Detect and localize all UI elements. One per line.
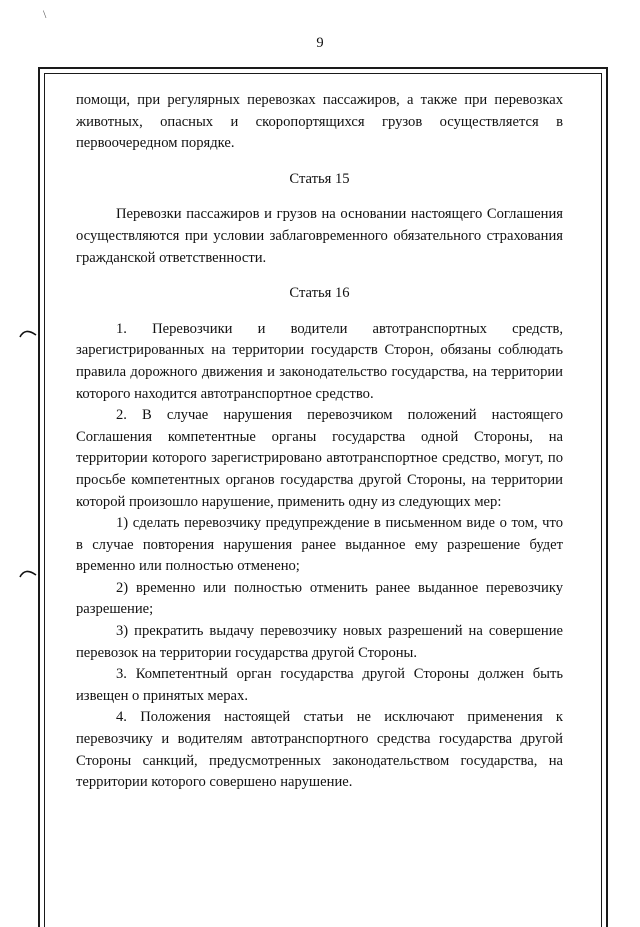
article-16-heading: Статья 16 bbox=[289, 285, 350, 302]
page-number: 9 bbox=[316, 35, 324, 51]
article-15-paragraph: Перевозки пассажиров и грузов на основании настоящего Соглашения осуществляются при условии заблаговременного обязательного страхования гражданской ответственности. bbox=[76, 206, 563, 266]
article-15-heading: Статья 15 bbox=[289, 170, 350, 187]
article-16-measure-3: 3) прекратить выдачу перевозчику новых разрешений на совершение перевозок на территории государства другой Стороны. bbox=[76, 623, 563, 661]
article-16-clause-1: 1. Перевозчики и водители автотранспортных средств, зарегистрированных на территории государств Сторон, обязаны соблюдать правила дорожного движения и законодательство государства, на территории которого находится автотранспортное средство. bbox=[76, 320, 563, 402]
document-body bbox=[76, 90, 563, 794]
article-16-clause-4: 4. Положения настоящей статьи не исключают применения к перевозчику и водителям автотранспортного средства государства другой Стороны санкций, предусмотренных законодательством государства, на территории которого совершено нарушение. bbox=[76, 709, 563, 791]
article-16-measure-2: 2) временно или полностью отменить ранее выданное перевозчику разрешение; bbox=[76, 579, 563, 618]
article-16-clause-2: 2. В случае нарушения перевозчиком положений настоящего Соглашения компетентные органы государства одной Стороны, на территории которого зарегистрировано автотранспортное средство, могут, по просьбе компетентных органов государства другой Стороны, на территории которой произошло нарушение, применить одну из следующих мер: bbox=[76, 407, 563, 510]
article-16-clause-3: 3. Компетентный орган государства другой Стороны должен быть извещен о принятых мерах. bbox=[76, 666, 563, 704]
binding-hook-icon bbox=[19, 326, 37, 338]
corner-mark: \ bbox=[43, 7, 47, 21]
article-16-measure-1: 1) сделать перевозчику предупреждение в письменном виде о том, что в случае повторения нарушения ранее выданное ему разрешение будет временно или полностью отменено; bbox=[76, 515, 563, 575]
binding-hook-icon bbox=[19, 566, 37, 578]
intro-paragraph: помощи, при регулярных перевозках пассажиров, а также при перевозках животных, опасных и скоропортящихся грузов осуществляется в первоочередном порядке. bbox=[76, 92, 563, 152]
